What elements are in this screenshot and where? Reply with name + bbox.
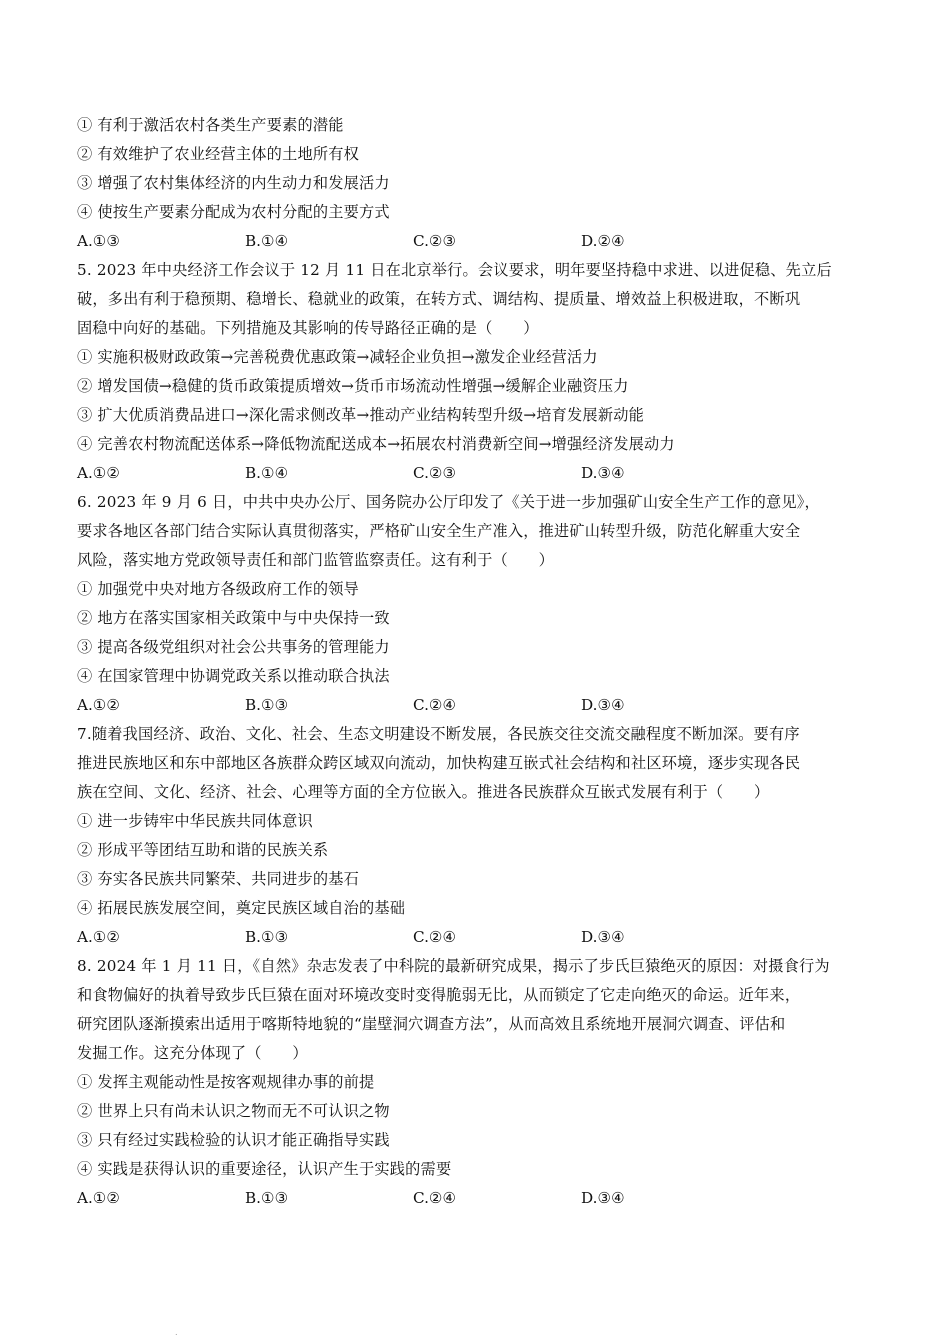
q8-stem-line-4: 发掘工作。这充分体现了（ ）	[77, 1044, 308, 1062]
q5-option-a: A.①②	[77, 464, 121, 482]
page-content	[77, 111, 877, 1213]
q7-option-a: A.①②	[77, 928, 121, 946]
q7-stem-line-1: 7.随着我国经济、政治、文化、社会、生态文明建设不断发展，各民族交往交流交融程度不断加深。要有序	[77, 725, 800, 743]
question-8	[77, 952, 877, 1213]
q6-option-a: A.①②	[77, 696, 121, 714]
q8-stem-line-2: 和食物偏好的执着导致步氏巨猿在面对环境改变时变得脆弱无比，从而锁定了它走向绝灭的命运。近年来，	[77, 986, 801, 1004]
q8-stem-line-1: 8. 2024 年 1 月 11 日，《自然》杂志发表了中科院的最新研究成果，揭示了步氏巨猿绝灭的原因：对摄食行为	[77, 957, 830, 975]
q5-option-c: C.②③	[413, 464, 457, 482]
q8-item-4: ④ 实践是获得认识的重要途径，认识产生于实践的需要	[77, 1160, 452, 1178]
q4-item-3: ③ 增强了农村集体经济的内生动力和发展活力	[77, 174, 390, 192]
q5-item-1: ① 实施积极财政政策→完善税费优惠政策→减轻企业负担→激发企业经营活力	[77, 348, 598, 366]
q6-stem-line-3: 风险，落实地方党政领导责任和部门监管监察责任。这有利于（ ）	[77, 551, 555, 569]
q8-option-c: C.②④	[413, 1189, 457, 1207]
q5-stem-line-1: 5. 2023 年中央经济工作会议于 12 月 11 日在北京举行。会议要求，明年要坚持稳中求进、以进促稳、先立后	[77, 261, 832, 279]
q7-item-4: ④ 拓展民族发展空间，奠定民族区域自治的基础	[77, 899, 406, 917]
q7-stem-line-2: 推进民族地区和东中部地区各族群众跨区域双向流动，加快构建互嵌式社会结构和社区环境，逐步实现各民	[77, 754, 801, 772]
q5-item-4: ④ 完善农村物流配送体系→降低物流配送成本→拓展农村消费新空间→增强经济发展动力	[77, 435, 675, 453]
q6-option-b: B.①③	[245, 696, 289, 714]
q5-options	[77, 459, 877, 488]
q4-option-a: A.①③	[77, 232, 121, 250]
q6-item-2: ② 地方在落实国家相关政策中与中央保持一致	[77, 609, 390, 627]
q8-option-b: B.①③	[245, 1189, 289, 1207]
q6-option-d: D.③④	[581, 696, 625, 714]
q8-stem-line-3: 研究团队逐渐摸索出适用于喀斯特地貌的“崖壁洞穴调查方法”，从而高效且系统地开展洞穴调查、评估和	[77, 1015, 786, 1033]
q8-item-1: ① 发挥主观能动性是按客观规律办事的前提	[77, 1073, 375, 1091]
q4-item-1: ① 有利于激活农村各类生产要素的潜能	[77, 116, 344, 134]
q6-stem-line-2: 要求各地区各部门结合实际认真贯彻落实，严格矿山安全生产准入，推进矿山转型升级，防范化解重大安全	[77, 522, 801, 540]
q8-item-2: ② 世界上只有尚未认识之物而无不可认识之物	[77, 1102, 390, 1120]
question-7	[77, 720, 877, 952]
q6-stem-line-1: 6. 2023 年 9 月 6 日，中共中央办公厅、国务院办公厅印发了《关于进一步加强矿山安全生产工作的意见》，	[77, 493, 820, 511]
q6-item-3: ③ 提高各级党组织对社会公共事务的管理能力	[77, 638, 390, 656]
q6-item-1: ① 加强党中央对地方各级政府工作的领导	[77, 580, 360, 598]
q7-item-2: ② 形成平等团结互助和谐的民族关系	[77, 841, 329, 859]
q7-option-b: B.①③	[245, 928, 289, 946]
question-6	[77, 488, 877, 720]
q4-option-d: D.②④	[581, 232, 625, 250]
q8-options	[77, 1184, 877, 1213]
q8-option-a: A.①②	[77, 1189, 121, 1207]
q4-option-c: C.②③	[413, 232, 457, 250]
q7-item-1: ① 进一步铸牢中华民族共同体意识	[77, 812, 313, 830]
q7-options	[77, 923, 877, 952]
q4-option-b: B.①④	[245, 232, 289, 250]
q4-item-2: ② 有效维护了农业经营主体的土地所有权	[77, 145, 360, 163]
q6-item-4: ④ 在国家管理中协调党政关系以推动联合执法	[77, 667, 390, 685]
q7-option-c: C.②④	[413, 928, 457, 946]
question-5	[77, 256, 877, 488]
q8-option-d: D.③④	[581, 1189, 625, 1207]
q5-item-3: ③ 扩大优质消费品进口→深化需求侧改革→推动产业结构转型升级→培育发展新动能	[77, 406, 644, 424]
q5-stem-line-2: 破，多出有利于稳预期、稳增长、稳就业的政策，在转方式、调结构、提质量、增效益上积极进取，不断巩	[77, 290, 801, 308]
q8-item-3: ③ 只有经过实践检验的认识才能正确指导实践	[77, 1131, 390, 1149]
q5-stem-line-3: 固稳中向好的基础。下列措施及其影响的传导路径正确的是（ ）	[77, 319, 539, 337]
q6-option-c: C.②④	[413, 696, 457, 714]
q4-options	[77, 227, 877, 256]
question-4-tail	[77, 111, 877, 256]
q5-option-b: B.①④	[245, 464, 289, 482]
q4-item-4: ④ 使按生产要素分配成为农村分配的主要方式	[77, 203, 390, 221]
q6-options	[77, 691, 877, 720]
q7-option-d: D.③④	[581, 928, 625, 946]
q5-option-d: D.③④	[581, 464, 625, 482]
footer-mark: .	[175, 1328, 178, 1337]
q5-item-2: ② 增发国债→稳健的货币政策提质增效→货币市场流动性增强→缓解企业融资压力	[77, 377, 629, 395]
q7-stem-line-3: 族在空间、文化、经济、社会、心理等方面的全方位嵌入。推进各民族群众互嵌式发展有利于（ ）	[77, 783, 770, 801]
q7-item-3: ③ 夯实各民族共同繁荣、共同进步的基石	[77, 870, 360, 888]
